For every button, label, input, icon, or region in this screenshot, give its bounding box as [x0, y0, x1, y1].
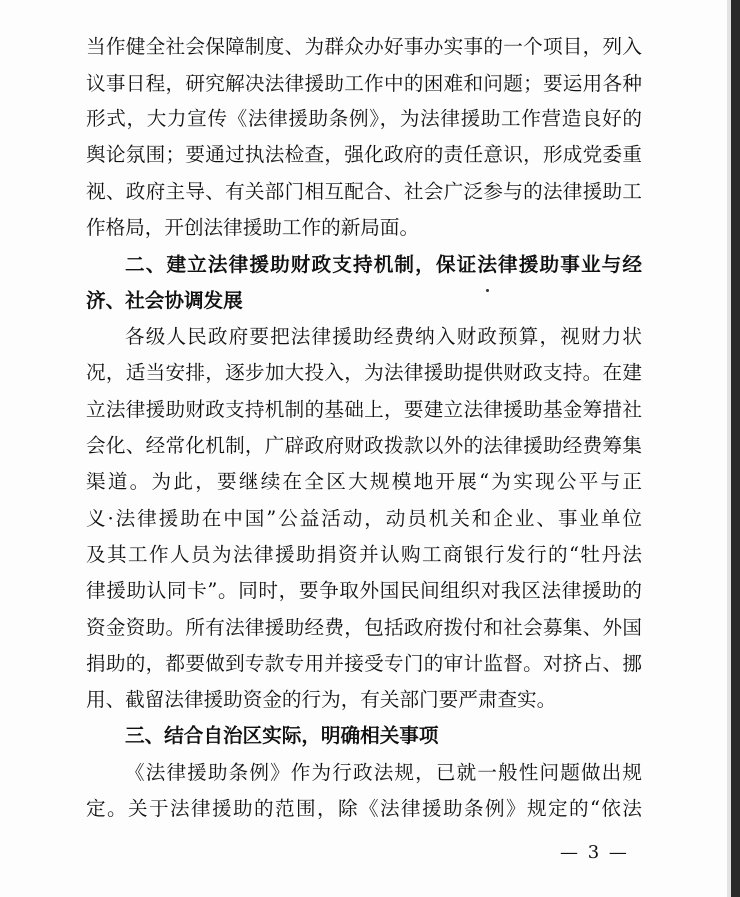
section-heading-two-continued: 济、社会协调发展	[86, 289, 243, 312]
body-text-line: 渠道。为此，要继续在全区大规模地开展“为实现公平与正	[86, 470, 642, 493]
body-text-line: 捐助的，都要做到专款专用并接受专门的审计监督。对挤占、挪	[86, 652, 642, 675]
body-text-line: 《法律援助条例》作为行政法规，已就一般性问题做出规	[125, 761, 642, 784]
body-text-line: 义·法律援助在中国”公益活动，动员机关和企业、事业单位	[86, 507, 642, 530]
body-text-line: 会化、经常化机制，广辟政府财政拨款以外的法律援助经费筹集	[86, 434, 642, 457]
body-text-line: 及其工作人员为法律援助捐资并认购工商银行发行的“牡丹法	[86, 543, 642, 566]
body-text-line: 况，适当安排，逐步加大投入，为法律援助提供财政支持。在建	[86, 361, 642, 384]
body-text-line: 律援助认同卡”。同时，要争取外国民间组织对我区法律援助的	[86, 579, 642, 602]
body-text-line: 议事日程，研究解决法律援助工作中的困难和问题；要运用各种	[86, 72, 642, 95]
body-text-line: 各级人民政府要把法律援助经费纳入财政预算，视财力状	[125, 325, 642, 348]
body-text-line: 舆论氛围；要通过执法检查，强化政府的责任意识，形成党委重	[86, 143, 642, 166]
body-text-line: 形式，大力宣传《法律援助条例》，为法律援助工作营造良好的	[86, 107, 642, 130]
page-number: — 3 —	[560, 842, 629, 863]
body-text-line: 视、政府主导、有关部门相互配合、社会广泛参与的法律援助工	[86, 180, 642, 203]
body-text-line: 用、截留法律援助资金的行为，有关部门要严肃查实。	[86, 688, 557, 711]
scan-speck	[486, 289, 489, 292]
body-text-line: 作格局，开创法律援助工作的新局面。	[86, 216, 420, 239]
body-text-line: 立法律援助财政支持机制的基础上，要建立法律援助基金筹措社	[86, 398, 642, 421]
body-text-line: 当作健全社会保障制度、为群众办好事办实事的一个项目，列入	[86, 35, 642, 58]
section-heading-three: 三、结合自治区实际，明确相关事项	[125, 724, 439, 747]
body-text-line: 资金资助。所有法律援助经费，包括政府拨付和社会募集、外国	[86, 616, 642, 639]
section-heading-two: 二、建立法律援助财政支持机制，保证法律援助事业与经	[125, 253, 642, 276]
scan-edge	[731, 0, 740, 897]
body-text-line: 定。关于法律援助的范围，除《法律援助条例》规定的“依法	[86, 797, 642, 820]
